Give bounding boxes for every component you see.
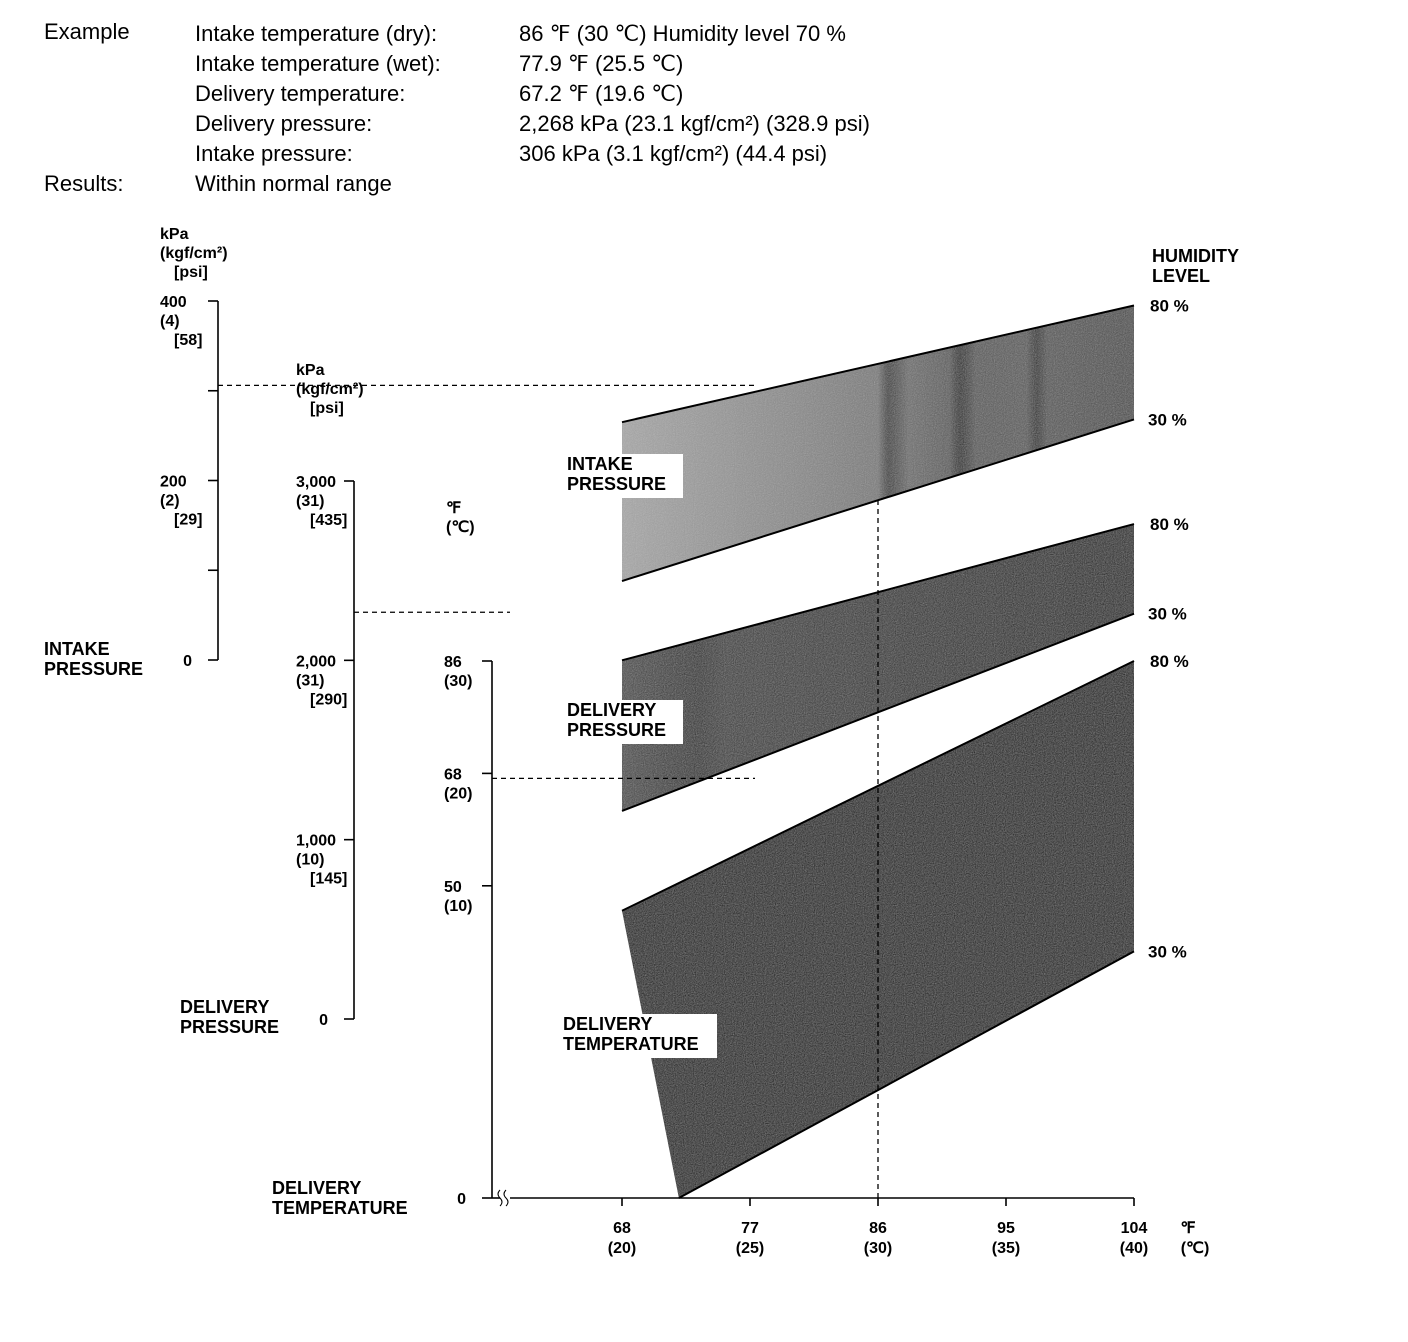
example-row-value: 306 kPa (3.1 kgf/cm²) (44.4 psi) (519, 141, 828, 166)
x-axis-tick-label: 95 (997, 1220, 1015, 1237)
example-row-name: Intake temperature (wet): (195, 51, 441, 76)
axis-tick-label: 50 (444, 878, 462, 896)
axis-tick-label: 200 (160, 473, 187, 491)
x-axis-tick-label: 86 (869, 1220, 887, 1237)
x-axis-tick-label: 68 (613, 1220, 631, 1237)
example-row-value: 2,268 kPa (23.1 kgf/cm²) (328.9 psi) (519, 111, 870, 136)
axis-tick-label: (31) (296, 493, 325, 510)
band-label: DELIVERY (567, 700, 657, 720)
axis-tick-label: [58] (174, 332, 203, 349)
results-label: Results: (44, 171, 124, 196)
x-axis-tick-label: 104 (1120, 1220, 1148, 1237)
results-value: Within normal range (195, 171, 392, 196)
axis-tick-label: (20) (444, 785, 473, 803)
axis-title: DELIVERY (272, 1178, 362, 1198)
x-axis-tick-label: (30) (863, 1240, 893, 1257)
band-label: PRESSURE (567, 720, 667, 740)
x-axis-unit-label: (℃) (1180, 1240, 1210, 1257)
humidity-title: HUMIDITY (1152, 246, 1239, 266)
axis-tick-label: 400 (160, 294, 187, 311)
example-row-name: Intake pressure: (195, 141, 353, 166)
x-axis-tick-label: (40) (1119, 1240, 1149, 1257)
axis-tick-label: 3,000 (296, 474, 337, 491)
axis-tick-label: (10) (444, 897, 473, 915)
band-label: PRESSURE (567, 474, 667, 494)
humidity-30-label: 30 % (1148, 942, 1187, 962)
axis-unit-label: (kgf/cm²) (160, 245, 228, 262)
x-axis-tick-label: (20) (607, 1240, 637, 1257)
example-label: Example (44, 19, 130, 44)
axis-tick-label: 86 (444, 654, 462, 671)
humidity-title: LEVEL (1152, 266, 1211, 286)
humidity-80-label: 80 % (1150, 296, 1189, 316)
axis-tick-label: (2) (160, 492, 180, 510)
humidity-80-label: 80 % (1150, 515, 1189, 535)
humidity-80-label: 80 % (1150, 652, 1189, 671)
example-row-value: 86 ℉ (30 ℃) Humidity level 70 % (519, 21, 846, 46)
axis-title: PRESSURE (44, 659, 144, 679)
band-label: INTAKE (567, 454, 633, 474)
axis-title: TEMPERATURE (272, 1198, 408, 1218)
axis-tick-label: [29] (174, 511, 203, 529)
axis-tick-label: (4) (160, 313, 180, 330)
axis-unit-label: [psi] (310, 400, 344, 417)
axis-tick-label: 2,000 (296, 653, 337, 671)
humidity-30-label: 30 % (1148, 410, 1187, 430)
axis-unit-label: ℉ (446, 500, 462, 517)
axis-unit-label: kPa (160, 226, 189, 243)
axis-title: PRESSURE (180, 1017, 280, 1037)
humidity-30-label: 30 % (1148, 604, 1187, 624)
axis-tick-label: [145] (310, 870, 348, 888)
axis-unit-label: (℃) (446, 519, 475, 536)
x-axis-tick-label: (25) (735, 1240, 765, 1257)
band-label: TEMPERATURE (563, 1034, 699, 1054)
axis-tick-label: 68 (444, 766, 462, 784)
axis-title: INTAKE (44, 639, 110, 659)
axis-tick-label: (30) (444, 673, 473, 690)
axis-tick-label: [435] (310, 512, 348, 529)
example-row-name: Delivery temperature: (195, 81, 406, 106)
x-axis-tick-label: 77 (741, 1220, 759, 1237)
axis-tick-label: 0 (183, 653, 192, 670)
axis-unit-label: [psi] (174, 264, 208, 281)
axis-tick-label: [290] (310, 691, 348, 709)
axis-tick-label: (31) (296, 672, 325, 690)
axis-tick-label: 1,000 (296, 832, 337, 850)
example-row-value: 77.9 ℉ (25.5 ℃) (519, 51, 684, 76)
axis-title: DELIVERY (180, 997, 270, 1017)
example-row-name: Delivery pressure: (195, 111, 373, 136)
example-row-name: Intake temperature (dry): (195, 21, 438, 46)
x-axis-unit-label: ℉ (1180, 1220, 1196, 1237)
x-axis-tick-label: (35) (991, 1240, 1021, 1257)
example-row-value: 67.2 ℉ (19.6 ℃) (519, 81, 684, 106)
band-label: DELIVERY (563, 1014, 653, 1034)
axis-tick-label: (10) (296, 851, 325, 869)
axis-unit-label: kPa (296, 362, 325, 379)
axis-tick-label: 0 (319, 1012, 328, 1029)
axis-tick-label: 0 (457, 1191, 466, 1208)
axis-unit-label: (kgf/cm²) (296, 381, 364, 398)
axis-break-mark (498, 1190, 508, 1206)
